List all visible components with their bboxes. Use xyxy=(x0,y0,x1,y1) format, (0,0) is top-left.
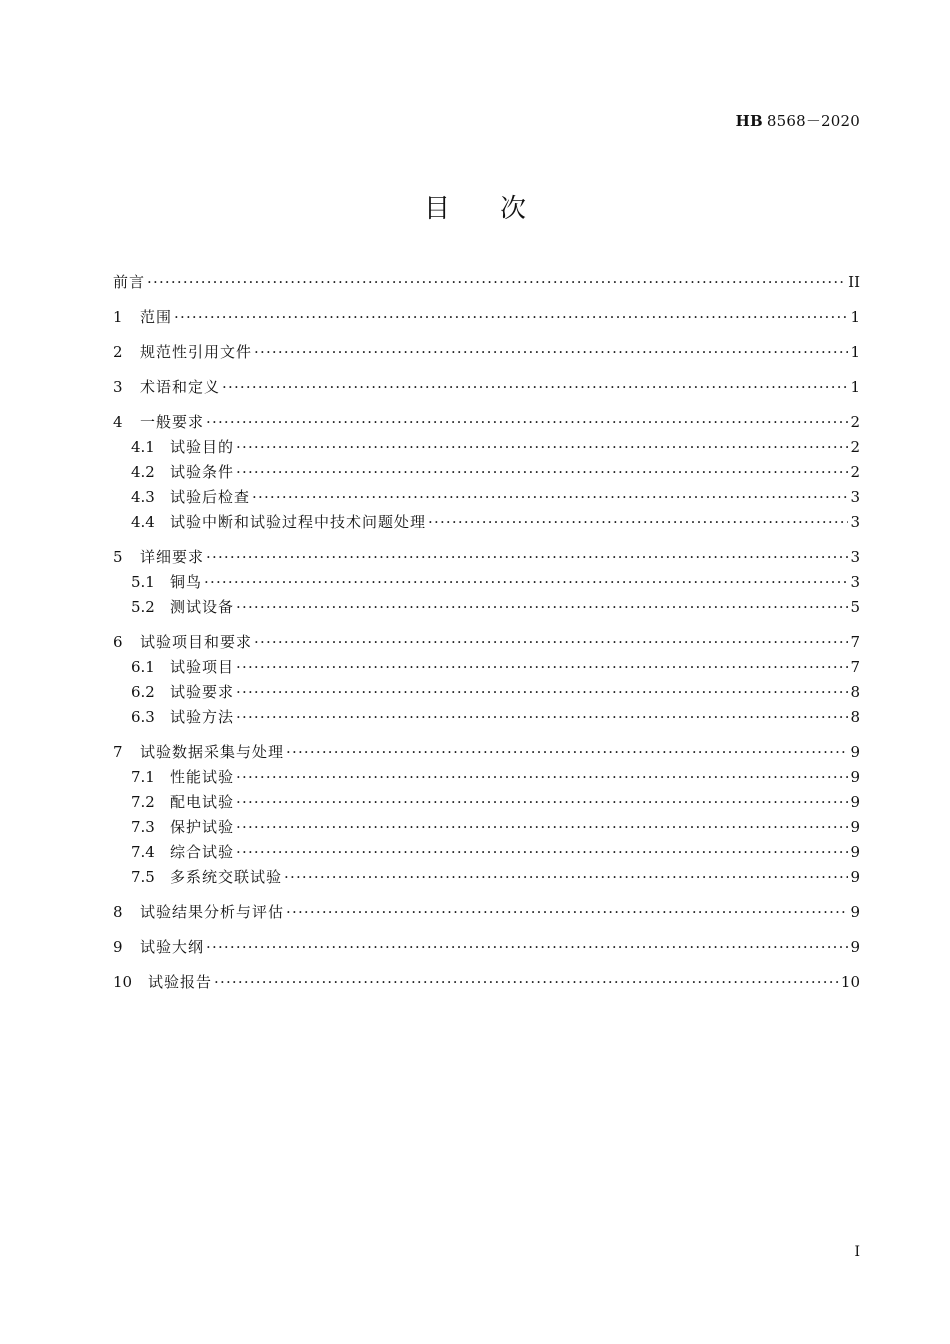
toc-entry[interactable] xyxy=(113,410,860,435)
toc-dot-leader xyxy=(236,680,848,705)
toc-entry-number: 9 xyxy=(113,938,123,956)
toc-entry-label: 试验中断和试验过程中技术问题处理 xyxy=(170,513,427,531)
toc-dot-leader xyxy=(236,595,848,620)
toc-dot-leader xyxy=(286,740,848,765)
toc-entry-page: 1 xyxy=(850,378,860,396)
toc-entry[interactable] xyxy=(113,545,860,570)
toc-entry[interactable] xyxy=(113,970,860,995)
toc-entry-label: 配电试验 xyxy=(170,793,235,811)
toc-dot-leader xyxy=(204,570,848,595)
toc-entry[interactable] xyxy=(113,270,860,295)
toc-dot-leader xyxy=(286,900,848,925)
toc-dot-leader xyxy=(236,435,848,460)
toc-entry-page: 9 xyxy=(850,818,860,836)
toc-entry-number: 6.3 xyxy=(131,708,155,726)
toc-entry-label: 试验数据采集与处理 xyxy=(140,743,285,761)
toc-entry-number: 4.3 xyxy=(131,488,155,506)
toc-entry-page: 8 xyxy=(850,708,860,726)
toc-entry-page: 10 xyxy=(840,973,860,991)
toc-entry[interactable] xyxy=(113,765,860,790)
toc-entry-page: 7 xyxy=(850,633,860,651)
toc-entry-label: 范围 xyxy=(140,308,173,326)
toc-entry-page: 7 xyxy=(850,658,860,676)
toc-entry-number: 3 xyxy=(113,378,123,396)
toc-entry-page: 3 xyxy=(850,548,860,566)
standard-code xyxy=(736,110,860,131)
toc-dot-leader xyxy=(174,305,848,330)
toc-entry-number: 5.1 xyxy=(131,573,155,591)
toc-entry[interactable] xyxy=(113,865,860,890)
toc-entry-label: 综合试验 xyxy=(170,843,235,861)
toc-entry-number: 7.5 xyxy=(131,868,155,886)
toc-dot-leader xyxy=(236,815,848,840)
toc-entry-label: 试验项目 xyxy=(170,658,235,676)
toc-dot-leader xyxy=(236,655,848,680)
toc-dot-leader xyxy=(428,510,848,535)
toc-entry-label: 术语和定义 xyxy=(140,378,221,396)
page-number: I xyxy=(854,1244,860,1260)
toc-entry[interactable] xyxy=(113,655,860,680)
toc-entry-page: 9 xyxy=(850,938,860,956)
toc-entry-page: 5 xyxy=(850,598,860,616)
toc-entry-number: 5.2 xyxy=(131,598,155,616)
toc-entry-label: 规范性引用文件 xyxy=(140,343,253,361)
toc-dot-leader xyxy=(147,270,846,295)
toc-entry-page: 2 xyxy=(850,463,860,481)
toc-entry-label: 试验条件 xyxy=(170,463,235,481)
toc-entry-number: 7.4 xyxy=(131,843,155,861)
toc-entry-page: 3 xyxy=(850,573,860,591)
toc-entry[interactable] xyxy=(113,705,860,730)
toc-dot-leader xyxy=(206,545,848,570)
toc-dot-leader xyxy=(254,630,848,655)
toc-entry-label: 铜鸟 xyxy=(170,573,203,591)
toc-entry-number: 8 xyxy=(113,903,123,921)
toc-entry-label: 前言 xyxy=(113,273,146,291)
toc-entry-label: 详细要求 xyxy=(140,548,205,566)
toc-entry[interactable] xyxy=(113,680,860,705)
toc-entry-label: 试验大纲 xyxy=(140,938,205,956)
toc-entry-number: 2 xyxy=(113,343,123,361)
toc-entry-label: 试验项目和要求 xyxy=(140,633,253,651)
toc-entry-number: 4.4 xyxy=(131,513,155,531)
toc-entry-number: 6.1 xyxy=(131,658,155,676)
toc-entry-label: 试验报告 xyxy=(148,973,213,991)
toc-entry-number: 7.2 xyxy=(131,793,155,811)
standard-number: 8568－2020 xyxy=(766,112,860,130)
toc-dot-leader xyxy=(284,865,848,890)
toc-entry[interactable] xyxy=(113,435,860,460)
toc-entry[interactable] xyxy=(113,340,860,365)
toc-entry-label: 试验后检查 xyxy=(170,488,251,506)
toc-dot-leader xyxy=(236,460,848,485)
toc-entry[interactable] xyxy=(113,815,860,840)
table-of-contents xyxy=(113,270,860,995)
toc-entry-label: 测试设备 xyxy=(170,598,235,616)
toc-entry-page: 3 xyxy=(850,488,860,506)
toc-entry[interactable] xyxy=(113,485,860,510)
toc-entry[interactable] xyxy=(113,570,860,595)
toc-entry[interactable] xyxy=(113,375,860,400)
toc-entry-number: 7.3 xyxy=(131,818,155,836)
toc-entry-page: 9 xyxy=(850,843,860,861)
toc-entry[interactable] xyxy=(113,510,860,535)
toc-entry-page: 9 xyxy=(850,743,860,761)
toc-entry[interactable] xyxy=(113,790,860,815)
toc-entry-label: 性能试验 xyxy=(170,768,235,786)
toc-entry[interactable] xyxy=(113,630,860,655)
toc-entry-page: 2 xyxy=(850,413,860,431)
toc-entry-number: 1 xyxy=(113,308,123,326)
toc-entry-page: 1 xyxy=(850,308,860,326)
toc-entry[interactable] xyxy=(113,840,860,865)
toc-entry-number: 6.2 xyxy=(131,683,155,701)
toc-entry-page: 9 xyxy=(850,868,860,886)
toc-entry[interactable] xyxy=(113,900,860,925)
toc-dot-leader xyxy=(236,840,848,865)
toc-entry[interactable] xyxy=(113,935,860,960)
toc-entry-number: 7.1 xyxy=(131,768,155,786)
toc-entry[interactable] xyxy=(113,460,860,485)
toc-entry-page: 3 xyxy=(850,513,860,531)
toc-entry-label: 试验要求 xyxy=(170,683,235,701)
toc-dot-leader xyxy=(254,340,848,365)
toc-entry-label: 一般要求 xyxy=(140,413,205,431)
toc-entry-label: 保护试验 xyxy=(170,818,235,836)
toc-dot-leader xyxy=(252,485,848,510)
toc-entry-page: 9 xyxy=(850,903,860,921)
toc-dot-leader xyxy=(236,765,848,790)
toc-entry[interactable] xyxy=(113,595,860,620)
toc-entry-page: 9 xyxy=(850,793,860,811)
toc-dot-leader xyxy=(222,375,848,400)
toc-dot-leader xyxy=(206,410,848,435)
toc-entry-number: 4.2 xyxy=(131,463,155,481)
toc-entry-page: 2 xyxy=(850,438,860,456)
toc-entry-number: 10 xyxy=(113,973,133,991)
toc-entry-number: 4.1 xyxy=(131,438,155,456)
toc-dot-leader xyxy=(236,790,848,815)
toc-entry[interactable] xyxy=(113,305,860,330)
toc-entry-number: 6 xyxy=(113,633,123,651)
toc-entry-page: 8 xyxy=(850,683,860,701)
toc-dot-leader xyxy=(236,705,848,730)
toc-dot-leader xyxy=(214,970,839,995)
toc-dot-leader xyxy=(206,935,848,960)
toc-entry-label: 试验方法 xyxy=(170,708,235,726)
toc-entry-label: 试验结果分析与评估 xyxy=(140,903,285,921)
toc-entry-label: 多系统交联试验 xyxy=(170,868,283,886)
toc-entry[interactable] xyxy=(113,740,860,765)
toc-entry-number: 4 xyxy=(113,413,123,431)
toc-entry-page: 9 xyxy=(850,768,860,786)
toc-entry-label: 试验目的 xyxy=(170,438,235,456)
toc-entry-number: 7 xyxy=(113,743,123,761)
standard-prefix: HB xyxy=(735,112,763,130)
toc-entry-page: 1 xyxy=(850,343,860,361)
page-title: 目次 xyxy=(423,194,576,224)
toc-entry-page: II xyxy=(848,273,860,291)
toc-entry-number: 5 xyxy=(113,548,123,566)
